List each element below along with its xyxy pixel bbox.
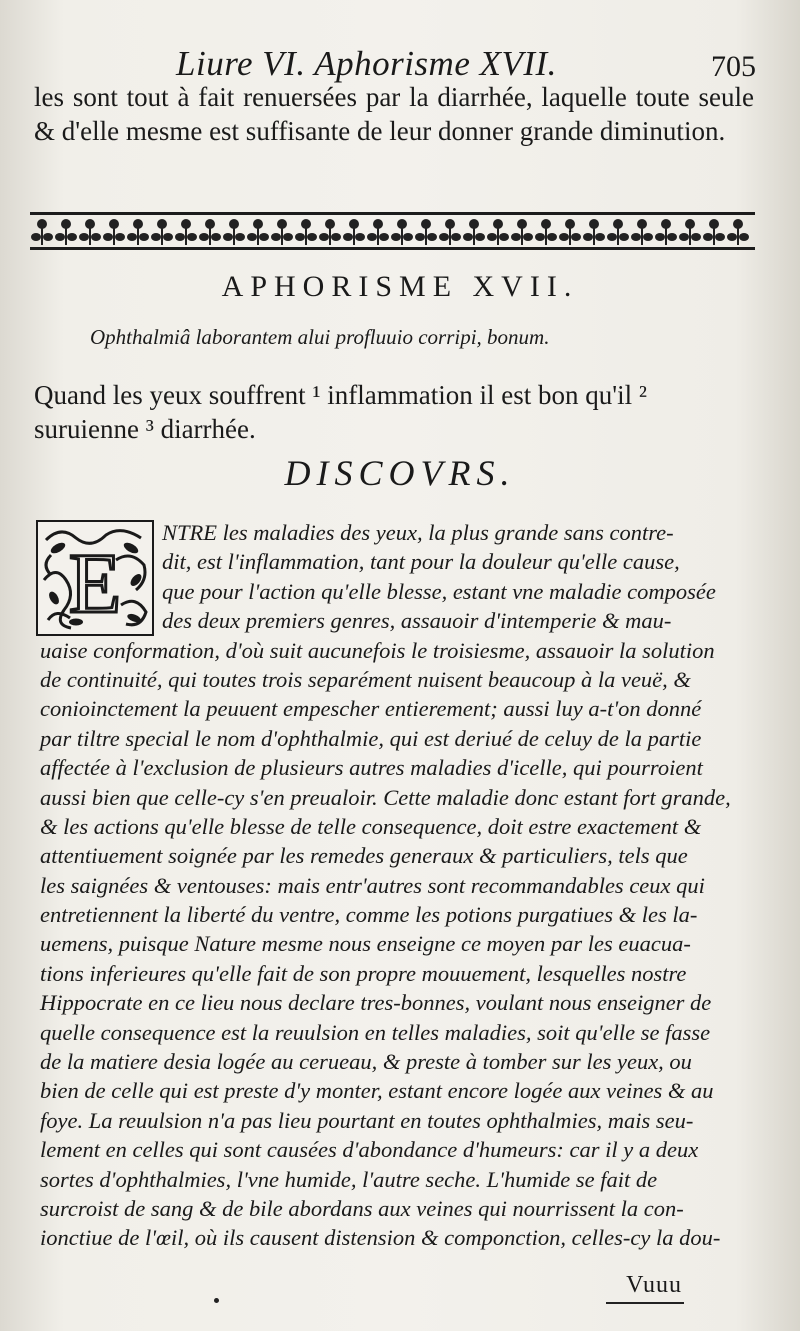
text-line: que pour l'action qu'elle blesse, estant vne maladie composée [162, 578, 716, 604]
fleuron-ornament [391, 219, 413, 245]
text-line: foye. La reuulsion n'a pas lieu pourtant en toutes ophthalmies, mais seu- [40, 1107, 694, 1133]
text-line: lement en celles qui sont causées d'abondance d'humeurs: car il y a deux [40, 1137, 699, 1163]
fleuron-ornament [679, 219, 701, 245]
text-line: bien de celle qui est preste d'y monter, estant encore logée aux veines & au [40, 1078, 714, 1104]
fleuron-ornament [727, 219, 749, 245]
latin-aphorism: Ophthalmiâ laborantem alui profluuio corripi, bonum. [90, 325, 550, 349]
fleuron-ornament [415, 219, 437, 245]
text-line: sortes d'ophthalmies, l'vne humide, l'autre seche. L'humide se fait de [40, 1166, 658, 1192]
text-line: uemens, puisque Nature mesme nous enseigne ce moyen par les euacua- [40, 931, 691, 957]
decorated-drop-cap [36, 520, 154, 636]
fleuron-ornament [127, 219, 149, 245]
fleuron-ornament [655, 219, 677, 245]
french-translation: Quand les yeux souffrent ¹ inflammation il est bon qu'il ² suruienne ³ diarrhée. [34, 380, 647, 444]
text-line: des deux premiers genres, assauoir d'intemperie & mau- [162, 608, 672, 634]
fleuron-ornament [607, 219, 629, 245]
fleuron-ornament [223, 219, 245, 245]
text-line: uaise conformation, d'où suit aucunefois le troisiesme, assauoir la solution [40, 637, 715, 663]
text-line: ionctiue de l'œil, où ils causent distension & componction, celles-cy la dou- [40, 1225, 721, 1251]
fleuron-ornament [247, 219, 269, 245]
fleuron-ornament [343, 219, 365, 245]
fleuron-ornament [199, 219, 221, 245]
text-line: entretiennent la liberté du ventre, comme les potions purgatiues & les la- [40, 902, 698, 928]
fleuron-ornament [463, 219, 485, 245]
text-line: de continuité, qui toutes trois separément nuisent beaucoup à la veuë, & [40, 666, 691, 692]
text-line: quelle consequence est la reuulsion en telles maladies, soit qu'elle se fasse [40, 1019, 711, 1045]
fleuron-ornament [151, 219, 173, 245]
text-line: attentiuement soignée par les remedes generaux & particuliers, tels que [40, 843, 688, 869]
running-head: Liure VI. Aphorisme XVII. [176, 44, 557, 83]
fleuron-ornament [271, 219, 293, 245]
fleuron-ornament [439, 219, 461, 245]
text-line: par tiltre special le nom d'ophthalmie, qui est deriué de celuy de la partie [40, 725, 702, 751]
fleuron-ornament [583, 219, 605, 245]
drop-cap-letter: E [68, 535, 122, 631]
ink-speck [214, 1298, 219, 1303]
fleuron-ornament [55, 219, 77, 245]
text-line: de la matiere desia logée au cerueau, & preste à tomber sur les yeux, ou [40, 1049, 692, 1075]
text-line: aussi bien que celle-cy s'en preualoir. Cette maladie donc estant fort grande, [40, 784, 731, 810]
text-line: NTRE les maladies des yeux, la plus grande sans contre- [162, 520, 674, 545]
continued-paragraph: les sont tout à fait renuersées par la diarrhée, laquelle toute seule & d'elle mesme est suffisante de leur donner grande diminution. [34, 82, 754, 146]
text-line: les saignées & ventouses: mais entr'autres sont recommandables ceux qui [40, 872, 705, 898]
catchword: Vuuu [626, 1272, 682, 1298]
text-line: & les actions qu'elle blesse de telle consequence, doit estre exactement & [40, 813, 702, 839]
text-line: affectée à l'exclusion de plusieurs autres maladies d'icelle, qui pourroient [40, 755, 703, 781]
discourse-heading: DISCOVRS. [284, 453, 516, 493]
fleuron-ornament [295, 219, 317, 245]
printers-ornament-band [30, 210, 755, 252]
fleuron-ornament [487, 219, 509, 245]
fleuron-ornament [559, 219, 581, 245]
fleuron-ornament [175, 219, 197, 245]
aphorism-title: APHORISME XVII. [221, 270, 579, 303]
fleuron-ornament [631, 219, 653, 245]
text-line: tions inferieures qu'elle fait de son propre mouuement, lesquelles nostre [40, 960, 687, 986]
text-line: conioinctement la peuuent empescher entierement; aussi luy a-t'on donné [40, 696, 702, 722]
fleuron-ornament [79, 219, 101, 245]
fleuron-ornament [535, 219, 557, 245]
text-line: dit, est l'inflammation, tant pour la douleur qu'elle cause, [162, 549, 680, 575]
text-line: Hippocrate en ce lieu nous declare tres-bonnes, voulant nous enseigner de [40, 990, 712, 1016]
fleuron-ornament [511, 219, 533, 245]
fleuron-ornament [319, 219, 341, 245]
fleuron-ornament [367, 219, 389, 245]
fleuron-ornament [103, 219, 125, 245]
fleuron-ornament [31, 219, 53, 245]
page-number: 705 [711, 50, 756, 83]
catchword-underline [606, 1302, 684, 1304]
text-line: surcroist de sang & de bile abordans aux veines qui nourrissent la con- [40, 1195, 684, 1221]
fleuron-ornament [703, 219, 725, 245]
